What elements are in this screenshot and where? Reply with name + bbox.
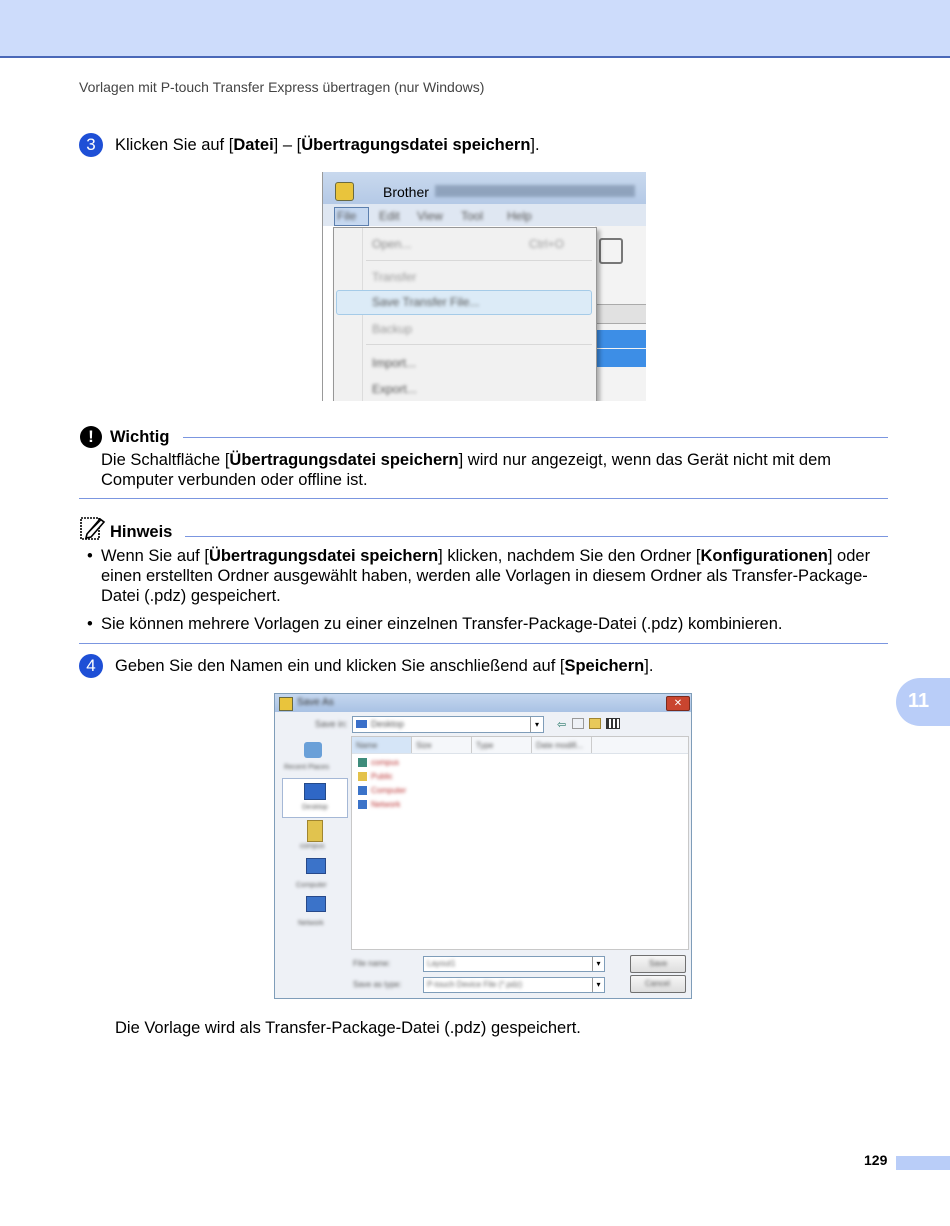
new-folder-icon[interactable]: [589, 718, 601, 729]
printer-icon: [599, 238, 623, 264]
chapter-number: 11: [908, 690, 930, 712]
column-type[interactable]: Type: [476, 741, 494, 750]
dialog-title: Save As: [297, 697, 334, 708]
save-button[interactable]: [630, 955, 686, 973]
file-name: Computer: [371, 786, 407, 795]
menu-save-transfer-file[interactable]: Save Transfer File...: [372, 295, 480, 309]
menu-help[interactable]: Help: [507, 209, 532, 223]
cancel-button[interactable]: [630, 975, 686, 993]
hinweis-top-rule: [185, 536, 888, 537]
step-3-number: 3: [79, 133, 103, 157]
user-folder-icon: [358, 758, 367, 767]
chevron-down-icon[interactable]: ▾: [592, 978, 604, 992]
column-divider: [531, 737, 532, 753]
computer-icon: [358, 786, 367, 795]
place-user[interactable]: compus: [300, 843, 325, 850]
menu-backup[interactable]: Backup: [372, 322, 413, 336]
column-name[interactable]: Name: [356, 741, 378, 750]
result-text: Die Vorlage wird als Transfer-Package-Datei (.pdz) gespeichert.: [115, 1019, 581, 1037]
menu-tool[interactable]: Tool: [461, 209, 484, 223]
wichtig-top-rule: [183, 437, 888, 438]
save-type-select[interactable]: [423, 977, 605, 993]
desktop-icon: [304, 783, 326, 800]
file-name-label: File name:: [353, 959, 391, 968]
computer-icon: [306, 858, 326, 874]
places-bar: [280, 736, 347, 976]
top-band: [0, 0, 950, 58]
file-name: compus: [371, 758, 400, 767]
wichtig-text: Die Schaltfläche [Übertragungsdatei speichern] wird nur angezeigt, wenn das Gerät nicht mit dem Computer verbunden oder offline ist.: [101, 451, 831, 489]
selected-row: [595, 330, 646, 348]
recent-places-icon[interactable]: [304, 742, 322, 758]
screenshot-save-as-dialog: [274, 693, 692, 999]
file-dropdown: [333, 227, 597, 401]
cancel-button-label: Cancel: [645, 979, 670, 988]
column-date[interactable]: Date modifi...: [536, 741, 584, 750]
menu-open-shortcut: Ctrl+O: [529, 237, 565, 251]
chapter-tab: [896, 678, 950, 726]
window-title: Brother: [383, 184, 429, 200]
column-divider: [591, 737, 592, 753]
menu-file[interactable]: File: [337, 209, 357, 223]
chevron-down-icon[interactable]: ▾: [592, 957, 604, 971]
menu-transfer[interactable]: Transfer: [372, 270, 417, 284]
menu-import[interactable]: Import...: [372, 356, 417, 370]
menu-separator: [366, 260, 592, 261]
save-type-value: P-touch Device File (*.pdz): [427, 980, 523, 989]
close-icon[interactable]: ✕: [666, 696, 690, 711]
menu-edit[interactable]: Edit: [379, 209, 400, 223]
hinweis-bullet-1: • Wenn Sie auf [Übertragungsdatei speichern] klicken, nachdem Sie den Ordner [Konfigurationen] oder einen erstellten Ordner ausgewählt haben, werden alle Vorlagen in diesem Ordner als Transfer-Package- Datei (.pdz) gespeichert.: [87, 547, 871, 605]
user-folder-icon: [307, 820, 323, 842]
step-4-number: 4: [79, 654, 103, 678]
step-3-text: Klicken Sie auf [Datei] – [Übertragungsdatei speichern].: [115, 136, 540, 154]
place-desktop[interactable]: Desktop: [302, 804, 328, 811]
column-divider: [411, 737, 412, 753]
menu-view[interactable]: View: [417, 209, 443, 223]
network-icon: [306, 896, 326, 912]
file-name: Public: [371, 772, 393, 781]
dialog-titlebar: [275, 694, 691, 712]
wichtig-bottom-rule: [79, 498, 888, 499]
folder-icon: [358, 772, 367, 781]
save-type-label: Save as type:: [353, 980, 402, 989]
note-pencil-icon: [80, 515, 106, 541]
page-number: 129: [864, 1152, 888, 1168]
place-recent[interactable]: Recent Places: [284, 764, 330, 771]
view-menu-icon[interactable]: [606, 718, 620, 729]
screenshot-file-menu: [322, 172, 646, 401]
file-name-input[interactable]: [423, 956, 605, 972]
save-button-label: Save: [649, 959, 668, 968]
back-icon[interactable]: ⇦: [557, 719, 567, 731]
step-4-text: Geben Sie den Namen ein und klicken Sie anschließend auf [Speichern].: [115, 657, 654, 675]
menu-separator: [366, 344, 592, 345]
hinweis-bottom-rule: [79, 643, 888, 644]
network-icon: [358, 800, 367, 809]
save-in-select[interactable]: [352, 716, 544, 733]
file-name: Network: [371, 800, 401, 809]
file-name-value: Layout1: [427, 959, 456, 968]
column-divider: [471, 737, 472, 753]
wichtig-title: Wichtig: [110, 428, 170, 446]
save-in-value: Desktop: [371, 719, 405, 729]
place-computer[interactable]: Computer: [296, 882, 327, 889]
important-icon: !: [80, 426, 102, 448]
place-network[interactable]: Network: [298, 920, 324, 927]
window-title-blurred: [435, 185, 635, 197]
menu-open[interactable]: Open...: [372, 237, 412, 251]
list-header: [595, 304, 646, 324]
hinweis-bullet-2: • Sie können mehrere Vorlagen zu einer einzelnen Transfer-Package-Datei (.pdz) kombinieren.: [87, 615, 783, 633]
selected-row: [595, 349, 646, 367]
chevron-down-icon[interactable]: ▾: [530, 717, 543, 732]
file-list: [351, 736, 689, 950]
column-size[interactable]: Size: [416, 741, 432, 750]
page-number-bar: [896, 1156, 950, 1170]
menu-export[interactable]: Export...: [372, 382, 417, 396]
dialog-icon: [279, 697, 293, 711]
desktop-icon: [356, 720, 367, 728]
save-in-label: Save in:: [315, 719, 348, 729]
menubar: [323, 204, 646, 226]
app-icon: [335, 182, 354, 201]
hinweis-title: Hinweis: [110, 523, 173, 541]
running-title: Vorlagen mit P-touch Transfer Express übertragen (nur Windows): [79, 79, 485, 95]
up-folder-icon[interactable]: [572, 718, 584, 729]
